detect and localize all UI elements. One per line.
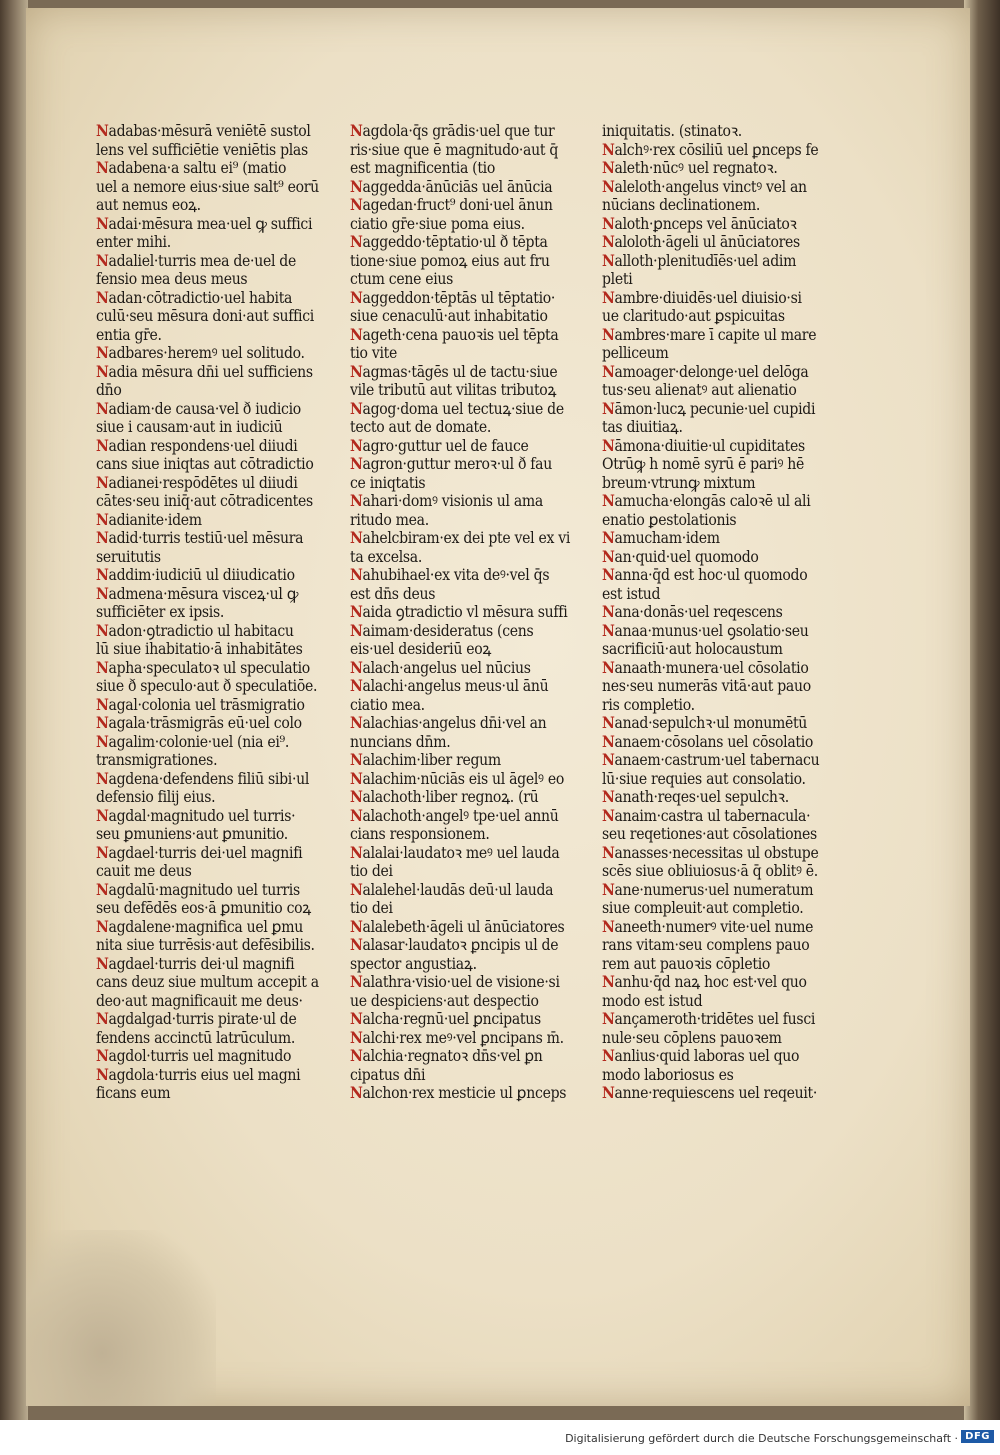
entry-headword-line: Nalachi·angelus meus·ul̄ ānū [350, 677, 549, 695]
entry-headword-line: Nalachoth·liber regnoꝝ. (rū [350, 788, 539, 806]
entry-continuation-line: pelliceum [602, 344, 669, 362]
entry-headword-line: Nagdalū·magnitudo uel turris [96, 880, 300, 899]
entry-continuation-line: tas diuitiaꝝ. [602, 418, 683, 436]
entry-headword-line: Nalachoth·angelꝰ tpe·uel annū [350, 806, 559, 825]
entry-headword-line: Nalach·angelus uel nūcius [350, 658, 531, 677]
text-column-3 [602, 122, 860, 1103]
entry-headword-line: Nagdalene·magnifica uel ꝑmu [96, 917, 304, 936]
entry-continuation-line: siue ð speculo·aut ð speculatiōe. [96, 677, 318, 695]
entry-headword-line: Nan·quid·uel quomodo [602, 547, 759, 566]
entry-headword-line: Nadian respondens·uel diiudi [96, 436, 298, 455]
entry-headword-line: Nanasses·necessitas ul̄ obstupe [602, 843, 819, 862]
entry-headword-line: Nahubihael·ex vita deꝰ·vel q̄s [350, 566, 550, 584]
entry-headword-line: Naddim·iudiciū ul̄ diiudicatio [96, 566, 295, 584]
entry-headword-line: Nalcha·regnū·uel ꝑncipatus [350, 1010, 541, 1028]
entry-continuation-line: modo est istud [602, 991, 703, 1010]
digitization-footer [0, 1420, 1000, 1455]
entry-continuation-line: tio dei [350, 862, 393, 880]
entry-headword-line: Nagal·colonia uel trāsmigratio [96, 695, 305, 714]
entry-continuation-line: modo laboriosus es [602, 1065, 734, 1084]
entry-continuation-line: ue despiciens·aut despectio [350, 991, 539, 1010]
entry-continuation-line: ciatio gr̄e·siue poma eius. [350, 214, 525, 233]
entry-headword-line: Nagedan·fruct⁹ doni·uel ānun [350, 196, 553, 214]
entry-continuation-line: transmigrationes. [96, 751, 218, 769]
entry-continuation-line: rem aut pauoꝛis cōpletio [602, 954, 771, 973]
entry-continuation-line: ctum cene eius [350, 270, 454, 288]
entry-headword-line: Nāmon·lucꝝ pecunie·uel cupidi [602, 399, 816, 418]
entry-headword-line: Naimam·desideratus (cens [350, 621, 534, 640]
entry-continuation-line: lens vel sufficiētie veniētis plas [96, 140, 308, 159]
entry-headword-line: Nalalai·laudatoꝛ meꝰ uel lauda [350, 843, 560, 862]
entry-continuation-line: tecto aut de domate. [350, 418, 492, 436]
entry-continuation-line: seruitutis [96, 547, 161, 566]
entry-headword-line: Nanaath·munera·uel cōsolatio [602, 658, 809, 677]
entry-headword-line: Nadid·turris testiū·uel mēsura [96, 529, 304, 547]
entry-continuation-line: entia gr̄e. [96, 325, 162, 344]
entry-continuation-line: sufficiēter ex ipsis. [96, 603, 224, 621]
entry-continuation-line: nūcians declinationem. [602, 196, 761, 214]
entry-headword-line: Nanad·sepulchꝛ·ul̄ monumētū [602, 714, 808, 732]
entry-continuation-line: spector angustiaꝝ. [350, 954, 477, 973]
entry-headword-line: Nageth·cena pauoꝛis uel tēpta [350, 325, 559, 344]
entry-continuation-line: cans siue iniqtas aut cōtradictio [96, 455, 314, 473]
entry-headword-line: Nahari·domꝰ visionis ul̄ ama [350, 492, 543, 510]
entry-headword-line: Namoager·delonge·uel delōga [602, 362, 809, 381]
entry-headword-line: Nadabas·mēsurā veniētē sustol [96, 122, 311, 140]
entry-continuation-line: cauit me deus [96, 862, 192, 880]
entry-continuation-line: tione·siue pomoꝝ eius aut fru [350, 251, 550, 270]
entry-headword-line: Nagron·guttur meroꝛ·ul̄ ð fau [350, 455, 552, 473]
entry-headword-line: Nagala·trāsmigrās eū·uel colo [96, 714, 302, 732]
entry-headword-line: Naggedda·ānūciās uel ānūcia [350, 177, 553, 196]
entry-continuation-line: tio dei [350, 899, 393, 917]
entry-headword-line: Nagdola·q̄s grādis·uel que tur [350, 122, 555, 140]
entry-continuation-line: breum·vtrunꝙ mixtum [602, 473, 756, 492]
entry-continuation-line: defensio filij eius. [96, 788, 216, 806]
entry-continuation-line: nes·seu numerās vitā·aut pauo [602, 677, 811, 695]
entry-headword-line: Naloloth·āgeli ul̄ ānūciatores [602, 233, 800, 251]
entry-headword-line: Nanaa·munus·uel ꝯsolatio·seu [602, 621, 809, 640]
entry-headword-line: Nahelcbiram·ex dei pte vel ex vi [350, 529, 571, 547]
entry-headword-line: Nambres·mare ī capite ul̄ mare [602, 325, 817, 344]
entry-headword-line: Namucham·idem [602, 529, 720, 547]
entry-headword-line: Nadai·mēsura mea·uel ꝙ suffici [96, 214, 313, 233]
entry-continuation-line: enatio ꝑestolationis [602, 510, 737, 529]
entry-headword-line: Nagdael·turris dei·ul̄ magnifi [96, 954, 295, 973]
entry-headword-line: Nagdena·defendens filiū sibi·ul̄ [96, 769, 310, 788]
entry-continuation-line: tus·seu alienatꝰ aut alienatio [602, 381, 797, 399]
entry-continuation-line: lū·siue requies aut consolatio. [602, 769, 806, 788]
entry-headword-line: Nanne·requiescens uel reqeuit· [602, 1084, 818, 1102]
entry-continuation-line: enter mihi. [96, 233, 171, 251]
entry-continuation-line: lū siue ihabitatio·ā inhabitātes [96, 640, 303, 658]
entry-headword-line: Nalachim·nūciās eis ul̄ āgelꝰ eo [350, 769, 564, 788]
entry-headword-line: Napha·speculatoꝛ ul̄ speculatio [96, 658, 310, 677]
entry-continuation-line: seu reqetiones·aut cōsolationes [602, 825, 817, 843]
entry-continuation-line: est magnificentia (tio [350, 159, 495, 177]
entry-continuation-line: uel a nemore eius·siue salt⁹ eorū [96, 177, 319, 196]
entry-headword-line: Naleth·nūcꝰ uel regnatoꝛ. [602, 159, 778, 177]
entry-continuation-line: pleti [602, 270, 633, 288]
entry-headword-line: Naloth·ꝑnceps vel ānūciatoꝛ [602, 214, 797, 233]
entry-continuation-line: siue compleuit·aut completio. [602, 899, 804, 917]
entry-continuation-line: ficans eum [96, 1084, 171, 1102]
entry-headword-line: Nagdael·turris dei·uel magnifi [96, 843, 303, 862]
entry-headword-line: Nagdola·turris eius uel magni [96, 1065, 301, 1084]
entry-headword-line: Nadon·ꝯtradictio ul̄ habitacu [96, 621, 294, 640]
entry-continuation-line: fendens accinctū latrūculum. [96, 1028, 296, 1047]
book-binding-left [0, 0, 28, 1420]
entry-continuation-line: deo·aut magnificauit me deus· [96, 991, 303, 1010]
entry-headword-line: Nadan·cōtradictio·uel habita [96, 288, 293, 307]
entry-continuation-line: nuncians dn̄m. [350, 732, 451, 751]
entry-continuation-line: ris completio. [602, 695, 695, 714]
entry-headword-line: Nançameroth·tridētes uel fusci [602, 1010, 816, 1028]
entry-headword-line: Nagro·guttur uel de fauce [350, 436, 529, 455]
entry-headword-line: Nalachim·liber regum [350, 751, 501, 769]
entry-continuation-line: cians responsionem. [350, 825, 490, 843]
entry-continuation-line: cātes·seu iniq̄·aut cōtradicentes [96, 492, 313, 510]
entry-continuation-line: dn̄o [96, 381, 122, 399]
entry-continuation-line: seu defēdēs eos·ā ꝑmunitio coꝝ [96, 899, 311, 917]
entry-continuation-line: sacrificiū·aut holocaustum [602, 640, 783, 658]
entry-continuation-line: nita siue turrēsis·aut defēsibilis. [96, 936, 315, 954]
entry-continuation-line: ris·siue que ē magnitudo·aut q̄ [350, 140, 559, 159]
entry-continuation-line: aut nemus eoꝝ. [96, 196, 201, 214]
page-stain [26, 1230, 216, 1406]
entry-headword-line: Naleloth·angelus vinctꝰ vel an [602, 177, 807, 196]
text-column-2 [350, 122, 605, 1103]
entry-headword-line: Nagog·doma uel tectuꝝ·siue de [350, 399, 564, 418]
entry-headword-line: Nanna·q̄d est hoc·ul̄ quomodo [602, 566, 808, 584]
entry-headword-line: Nane·numerus·uel numeratum [602, 880, 814, 899]
dfg-logo: DFG [961, 1430, 994, 1443]
entry-headword-line: Nalalehel·laudās deū·ul̄ lauda [350, 880, 554, 899]
entry-continuation-line: cipatus dn̄i [350, 1065, 426, 1084]
entry-continuation-line: seu ꝑmuniens·aut ꝑmunitio. [96, 825, 288, 843]
entry-continuation-line: nule·seu cōplens pauoꝛem [602, 1028, 782, 1047]
entry-continuation-line: tio vite [350, 344, 397, 362]
entry-headword-line: Naggeddo·tēptatio·ul̄ ð tēpta [350, 233, 548, 251]
entry-headword-line: Nalachias·angelus dn̄i·vel an [350, 714, 547, 732]
entry-continuation-line: ciatio mea. [350, 695, 425, 714]
entry-headword-line: Namucha·elongās caloꝛē ul̄ ali [602, 492, 811, 510]
entry-headword-line: Nadmena·mēsura visceꝝ·ul̄ ꝙ [96, 584, 299, 603]
entry-headword-line: Nagdal·magnitudo uel turris· [96, 806, 296, 825]
entry-headword-line: Nanhu·q̄d naꝝ hoc est·vel quo [602, 973, 807, 991]
entry-continuation-line: ta excelsa. [350, 547, 423, 566]
entry-continuation-line: Otrūꝙ h̄ nomē syrū ē pariꝰ hē [602, 455, 805, 473]
entry-headword-line: Nanaem·castrum·uel tabernacu [602, 751, 820, 769]
entry-headword-line: Nambre·diuidēs·uel diuisio·si [602, 288, 802, 307]
entry-headword-line: Nalalebeth·āgeli ul̄ ānūciatores [350, 917, 565, 936]
entry-headword-line: Nalchi·rex meꝰ·vel ꝑncipans m̄. [350, 1028, 564, 1047]
entry-headword-line: Nagmas·tāgēs ul̄ de tactu·siue [350, 362, 558, 381]
entry-continuation-line: ue claritudo·aut ꝑspicuitas [602, 307, 785, 325]
entry-headword-line: Nadaliel·turris mea de·uel de [96, 251, 296, 270]
entry-headword-line: Nanath·reqes·uel sepulchꝛ. [602, 788, 789, 806]
entry-headword-line: Nalchon·rex mesticie ul̄ ꝑnceps [350, 1084, 567, 1102]
entry-headword-line: Nanaem·cōsolans uel cōsolatio [602, 732, 814, 751]
entry-continuation-line: siue i causam·aut in iudiciū [96, 418, 283, 436]
entry-headword-line: Nadianei·respōdētes ul̄ diiudi [96, 473, 298, 492]
entry-headword-line: Nadiam·de causa·vel ð iudicio [96, 399, 301, 418]
entry-continuation-line: fensio mea deus meus [96, 270, 248, 288]
entry-headword-line: Naida ꝯtradictio vl̄ mēsura suffi [350, 603, 568, 621]
entry-headword-line: Nalloth·plenitudīēs·uel adim [602, 251, 797, 270]
funding-credit: Digitalisierung gefördert durch die Deutsche Forschungsgemeinschaft · [565, 1432, 958, 1445]
entry-headword-line: Nagalim·colonie·uel (nia ei⁹. [96, 732, 290, 751]
entry-headword-line: Nadbares·heremꝰ uel solitudo. [96, 344, 305, 362]
entry-continuation-line: scēs siue obliuiosus·ā q̄ oblitꝰ ē. [602, 862, 818, 880]
entry-continuation-line: est dn̄s deus [350, 584, 436, 603]
entry-continuation-line: est istud [602, 584, 661, 603]
entry-headword-line: Naneeth·numerꝰ vite·uel nume [602, 917, 814, 936]
entry-headword-line: Nagdol·turris uel magnitudo [96, 1047, 292, 1065]
entry-headword-line: Nana·donās·uel reqescens [602, 603, 783, 621]
entry-continuation-line: culū·seu mēsura doni·aut suffici [96, 307, 314, 325]
entry-continuation-line: rans vitam·seu complens pauo [602, 936, 810, 954]
entry-continuation-line: vile tributū aut vilitas tributoꝝ [350, 381, 557, 399]
entry-headword-line: Nadianite·idem [96, 510, 202, 529]
entry-continuation-line: eis·uel desideriū eoꝝ [350, 640, 492, 658]
entry-headword-line: Nalchia·regnatoꝛ dn̄s·vel ꝑn [350, 1047, 543, 1065]
entry-headword-line: Nalchꝰ·rex cōsiliū uel ꝑnceps fe [602, 140, 819, 159]
entry-headword-line: Nalathra·visio·uel de visione·si [350, 973, 560, 991]
entry-headword-line: Nāmona·diuitie·ul̄ cupiditates [602, 436, 805, 455]
entry-continuation-line: cans deuz siue multum accepit a [96, 973, 319, 991]
entry-headword-line: Naggeddon·tēptās ul̄ tēptatio· [350, 288, 556, 307]
text-column-1 [96, 122, 351, 1103]
entry-continuation-line: ce iniqtatis [350, 473, 426, 492]
entry-headword-line: Nalasar·laudatoꝛ ꝑncipis ul̄ de [350, 936, 559, 954]
entry-continuation-line: iniquitatis. (stinatoꝛ. [602, 122, 742, 140]
entry-headword-line: Nanlius·quid laboras uel quo [602, 1047, 800, 1065]
entry-headword-line: Nadabena·a saltu ei⁹ (matio [96, 159, 287, 177]
entry-headword-line: Nagdalgad·turris pirate·ul̄ de [96, 1010, 297, 1028]
entry-continuation-line: siue cenaculū·aut inhabitatio [350, 307, 548, 325]
entry-headword-line: Nanaim·castra ul̄ tabernacula· [602, 806, 811, 825]
entry-headword-line: Nadia mēsura dn̄i uel sufficiens [96, 362, 313, 381]
entry-continuation-line: ritudo mea. [350, 510, 429, 529]
